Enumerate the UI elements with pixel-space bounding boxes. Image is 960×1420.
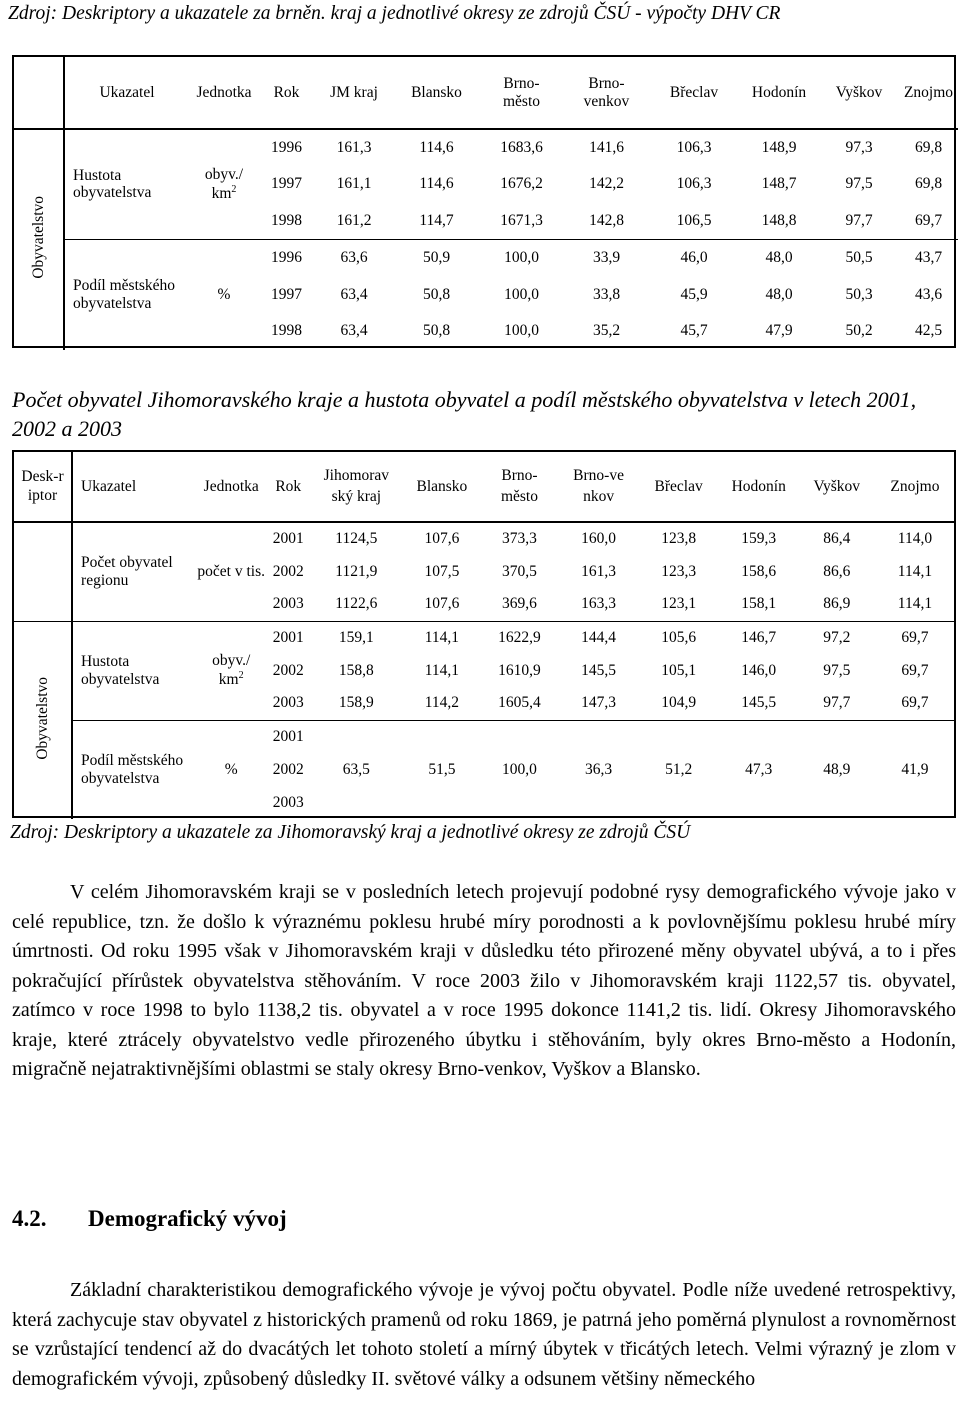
value-cell: 47,9 xyxy=(765,322,793,340)
value-cell: 69,7 xyxy=(901,694,929,712)
header-brno-mesto: Brno-město xyxy=(479,452,559,522)
value-cell xyxy=(404,786,479,819)
unit-cell: obyv./ $km^2$ xyxy=(204,166,244,203)
value-cell: 158,1 xyxy=(741,595,777,613)
value-cell: 100,0 xyxy=(504,322,539,340)
year-cell: 2002 xyxy=(272,562,304,580)
value-cell xyxy=(308,786,404,819)
indicator-cell: Podíl městského obyvatelstva xyxy=(72,720,194,819)
header-ukazatel: Ukazatel xyxy=(72,452,194,522)
value-cell: 104,9 xyxy=(661,694,697,712)
table2 xyxy=(14,452,954,819)
paragraph-demographics: V celém Jihomoravském kraji se v posledních letech projevují podobné rysy demografického vývoje jako v celé republice, tzn. že došlo k výraznému poklesu hrubé míry porodnosti a k povlovnějšímu poklesu hrubé míry úmrtnosti. Od roku 1995 však v Jihomoravském kraji v důsledku této přirozené měny obyvatel ubývá, a to i přes pokračující přírůstek obyvatelstva stěhováním. V roce 2003 žilo v Jihomoravském kraji 1122,57 tis. obyvatel, zatímco v roce 1998 to bylo 1138,2 tis. obyvatel a v roce 1995 dokonce 1141,2 tis. lidí. Okresy Jihomoravského kraje, které ztrácely obyvatelstvo vedle přirozeného úbytku i stěhováním, byly okres Brno-město a Hodonín, migračně nejatraktivnějšími oblastmi se staly okresy Brno-venkov, Vyškov a Blansko. xyxy=(12,881,956,1080)
unit-cell: obyv./ $km^2$ xyxy=(194,621,268,720)
value-cell: 45,7 xyxy=(680,322,708,340)
value-cell: 43,7 xyxy=(899,239,958,276)
value-cell: 1676,2 xyxy=(500,175,543,193)
descriptor-cell-empty xyxy=(14,522,72,621)
header-znojmo: Znojmo xyxy=(876,452,954,522)
value-cell: 107,5 xyxy=(424,562,460,580)
value-cell: 114,1 xyxy=(897,595,933,613)
value-cell: 48,0 xyxy=(739,239,819,276)
year-cell: 1998 xyxy=(271,322,302,340)
value-cell xyxy=(560,786,638,819)
value-cell: 50,9 xyxy=(394,239,479,276)
value-cell: 114,0 xyxy=(897,530,933,548)
year-cell: 2001 xyxy=(268,720,308,753)
value-cell: 100,0 xyxy=(504,285,539,303)
value-cell: 63,4 xyxy=(340,285,368,303)
table-row xyxy=(14,522,954,555)
value-cell: 107,6 xyxy=(424,530,460,548)
header-jednotka: Jednotka xyxy=(189,57,259,129)
value-cell: 1671,3 xyxy=(500,211,543,229)
value-cell: 159,3 xyxy=(741,530,777,548)
table-row xyxy=(14,239,958,276)
value-cell: 33,9 xyxy=(564,239,649,276)
value-cell: 35,2 xyxy=(592,322,621,340)
table-row xyxy=(14,720,954,753)
value-cell: 114,2 xyxy=(424,694,460,712)
header-jm-kraj: JM kraj xyxy=(314,57,394,129)
indicator-cell: Hustota obyvatelstva xyxy=(73,166,152,202)
value-cell: 114,6 xyxy=(419,138,454,156)
value-cell: 369,6 xyxy=(502,595,537,613)
header-vyskov: Vyškov xyxy=(798,452,876,522)
value-cell: 100,0 xyxy=(502,760,537,778)
side-label-cell xyxy=(14,621,72,819)
value-cell: 63,6 xyxy=(314,239,394,276)
value-cell: 1610,9 xyxy=(498,661,541,679)
value-cell: 106,5 xyxy=(676,211,712,229)
value-cell: 51,2 xyxy=(665,760,693,778)
table1-header-row xyxy=(14,57,958,129)
paragraph-demographic-development: Základní charakteristikou demografického vývoje je vývoj počtu obyvatel. Podle níže uvedené retrospektivy, která zachycuje stav obyvatel z historických pramenů od roku 1869, je patrná jeho poměrná plynulost a rovnoměrnost se vzrůstající tendencí až do dvacátých let tohoto století a mírný úbytek v třicátých letech. Velmi výrazný je zlom v demografickém vývoji, způsobený důsledky II. světové války a odsunem většiny německého xyxy=(12,1279,956,1390)
value-cell: 161,2 xyxy=(336,211,372,229)
table-population-1996-1998 xyxy=(12,55,956,348)
year-cell: 1996 xyxy=(271,138,302,156)
value-cell: 161,3 xyxy=(581,562,616,580)
value-cell xyxy=(876,786,954,819)
value-cell: 158,6 xyxy=(741,562,777,580)
value-cell: 148,9 xyxy=(761,138,797,156)
value-cell: 1122,6 xyxy=(335,595,378,613)
indicator-cell: Počet obyvatel regionu xyxy=(81,553,173,589)
value-cell xyxy=(876,720,954,753)
header-deskriptor: Desk-riptor xyxy=(14,452,72,522)
value-cell: 42,5 xyxy=(914,322,943,340)
value-cell xyxy=(479,720,559,753)
value-cell: 36,3 xyxy=(585,760,613,778)
value-cell: 370,5 xyxy=(502,562,537,580)
value-cell: 1683,6 xyxy=(500,138,543,156)
value-cell: 105,6 xyxy=(638,621,720,654)
value-cell: 86,6 xyxy=(823,562,851,580)
value-cell xyxy=(404,720,479,753)
value-cell: 97,7 xyxy=(823,694,851,712)
source-note-bottom: Zdroj: Deskriptory a ukazatele za Jihomoravský kraj a jednotlivé okresy ze zdrojů ČSÚ xyxy=(10,822,691,843)
value-cell: 144,4 xyxy=(560,621,638,654)
value-cell: 69,7 xyxy=(914,211,943,229)
value-cell: 69,7 xyxy=(901,661,929,679)
value-cell xyxy=(638,786,720,819)
header-breclav: Břeclav xyxy=(638,452,720,522)
value-cell: 373,3 xyxy=(502,530,537,548)
value-cell: 50,8 xyxy=(422,322,451,340)
value-cell: 48,9 xyxy=(823,760,851,778)
year-cell: 1997 xyxy=(271,285,302,303)
indicator-cell: Hustota obyvatelstva xyxy=(72,621,194,720)
year-cell: 2001 xyxy=(272,530,304,548)
table-row xyxy=(14,129,958,166)
header-hodonin: Hodonín xyxy=(739,57,819,129)
value-cell: 1121,9 xyxy=(335,562,378,580)
value-cell: 123,3 xyxy=(661,562,697,580)
value-cell xyxy=(798,720,876,753)
value-cell: 48,0 xyxy=(765,285,793,303)
table-population-2001-2003 xyxy=(12,450,956,818)
table-row xyxy=(14,621,954,654)
value-cell: 114,1 xyxy=(424,661,460,679)
value-cell: 69,8 xyxy=(914,175,943,193)
header-breclav: Břeclav xyxy=(649,57,739,129)
value-cell: 161,3 xyxy=(336,138,372,156)
value-cell: 163,3 xyxy=(581,595,616,613)
value-cell: 105,1 xyxy=(661,661,697,679)
value-cell: 50,8 xyxy=(422,285,451,303)
value-cell: 160,0 xyxy=(581,530,616,548)
year-cell: 2001 xyxy=(268,621,308,654)
year-cell: 1997 xyxy=(271,175,302,193)
value-cell: 97,7 xyxy=(845,211,873,229)
header-rok: Rok xyxy=(259,57,314,129)
year-cell: 2003 xyxy=(272,694,304,712)
value-cell: 142,2 xyxy=(589,175,624,193)
value-cell: 86,4 xyxy=(823,530,851,548)
value-cell: 43,6 xyxy=(914,285,943,303)
section-number: 4.2. xyxy=(12,1206,47,1231)
value-cell: 33,8 xyxy=(592,285,621,303)
value-cell: 69,8 xyxy=(914,138,943,156)
year-cell: 2003 xyxy=(272,793,304,811)
value-cell: 123,1 xyxy=(661,595,697,613)
value-cell: 97,2 xyxy=(798,621,876,654)
value-cell: 123,8 xyxy=(661,530,697,548)
value-cell xyxy=(720,786,798,819)
side-label-cell xyxy=(14,129,64,350)
value-cell: 86,9 xyxy=(823,595,851,613)
table1-body xyxy=(14,129,958,350)
value-cell: 47,3 xyxy=(745,760,773,778)
value-cell: 148,8 xyxy=(761,211,797,229)
value-cell: 161,1 xyxy=(336,175,372,193)
section-heading xyxy=(12,1206,287,1232)
header-ukazatel: Ukazatel xyxy=(64,57,189,129)
header-jihomoravsky-kraj: Jihomoravský kraj xyxy=(308,452,404,522)
value-cell: 50,3 xyxy=(845,285,873,303)
value-cell: 97,5 xyxy=(845,175,873,193)
value-cell xyxy=(479,786,559,819)
year-cell: 1996 xyxy=(259,239,314,276)
table2-header-row xyxy=(14,452,954,522)
header-blansko: Blansko xyxy=(404,452,479,522)
header-znojmo: Znojmo xyxy=(899,57,958,129)
value-cell xyxy=(638,720,720,753)
value-cell: 41,9 xyxy=(901,760,929,778)
header-vyskov: Vyškov xyxy=(819,57,899,129)
value-cell: 63,5 xyxy=(342,760,370,778)
header-brno-mesto: Brno- město xyxy=(479,57,564,129)
value-cell: 114,1 xyxy=(897,562,933,580)
indicator-cell: Podíl městského obyvatelstva xyxy=(64,239,189,349)
side-label: Obyvatelstvo xyxy=(29,196,47,279)
value-cell: 106,3 xyxy=(676,138,712,156)
year-cell: 1998 xyxy=(271,211,302,229)
header-hodonin: Hodonín xyxy=(720,452,798,522)
header-jednotka: Jednotka xyxy=(194,452,268,522)
value-cell: 148,7 xyxy=(761,175,797,193)
value-cell xyxy=(720,720,798,753)
value-cell: 158,8 xyxy=(338,661,374,679)
value-cell: 106,3 xyxy=(676,175,712,193)
table1 xyxy=(14,57,958,350)
header-brno-venkov: Brno-venkov xyxy=(560,452,638,522)
value-cell: 69,7 xyxy=(876,621,954,654)
value-cell: 141,6 xyxy=(589,138,624,156)
header-rok: Rok xyxy=(268,452,308,522)
table2-body xyxy=(14,522,954,819)
value-cell xyxy=(308,720,404,753)
year-cell: 2003 xyxy=(272,595,304,613)
value-cell: 100,0 xyxy=(479,239,564,276)
value-cell: 51,5 xyxy=(428,760,456,778)
value-cell: 1622,9 xyxy=(479,621,559,654)
value-cell: 158,9 xyxy=(338,694,374,712)
source-note-top: Zdroj: Deskriptory a ukazatele za brněn. kraj a jednotlivé okresy ze zdrojů ČSÚ - výpočty DHV CR xyxy=(8,3,781,24)
value-cell: 97,3 xyxy=(845,138,873,156)
value-cell: 50,5 xyxy=(819,239,899,276)
header-brno-venkov: Brno- venkov xyxy=(564,57,649,129)
value-cell: 1605,4 xyxy=(498,694,541,712)
value-cell xyxy=(560,720,638,753)
value-cell: 1124,5 xyxy=(335,530,378,548)
value-cell: 145,5 xyxy=(741,694,777,712)
value-cell: 45,9 xyxy=(680,285,708,303)
value-cell: 46,0 xyxy=(649,239,739,276)
value-cell xyxy=(798,786,876,819)
value-cell: 114,6 xyxy=(419,175,454,193)
value-cell: 159,1 xyxy=(308,621,404,654)
unit-cell: % xyxy=(194,720,268,819)
section-title: Demografický vývoj xyxy=(88,1206,287,1231)
year-cell: 2002 xyxy=(272,661,304,679)
value-cell: 142,8 xyxy=(589,211,624,229)
header-blansko: Blansko xyxy=(394,57,479,129)
side-label: Obyvatelstvo xyxy=(33,676,51,760)
value-cell: 50,2 xyxy=(845,322,873,340)
value-cell: 114,7 xyxy=(419,211,454,229)
table2-caption: Počet obyvatel Jihomoravského kraje a hustota obyvatel a podíl městského obyvatelstva v letech 2001, 2002 a 2003 xyxy=(12,387,917,441)
value-cell: 145,5 xyxy=(581,661,616,679)
value-cell: 146,7 xyxy=(720,621,798,654)
value-cell: 114,1 xyxy=(404,621,479,654)
unit-cell: počet v tis. xyxy=(197,562,265,580)
value-cell: 147,3 xyxy=(581,694,616,712)
value-cell: 107,6 xyxy=(424,595,460,613)
value-cell: 63,4 xyxy=(340,322,368,340)
value-cell: 146,0 xyxy=(741,661,777,679)
value-cell: 97,5 xyxy=(823,661,851,679)
year-cell: 2002 xyxy=(272,760,304,778)
unit-cell: % xyxy=(189,239,259,349)
